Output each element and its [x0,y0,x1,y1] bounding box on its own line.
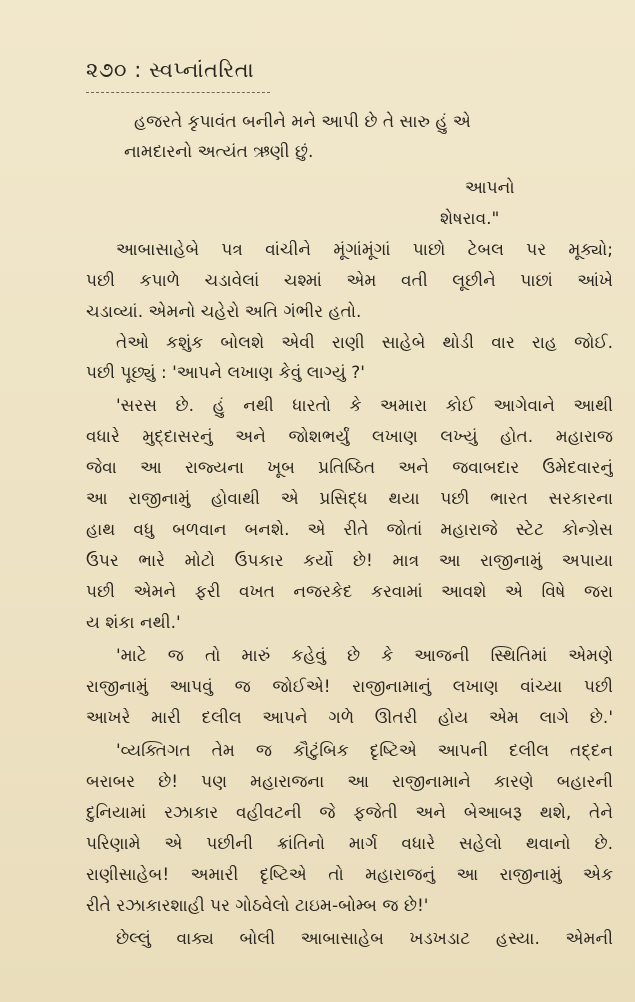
text-line: બરાબર છે! પણ મહારાજના આ રાજીનામાને કારણે બહારની [86,772,613,792]
text-line: ય શંકા નથી.' [86,613,181,633]
text-line: છેલ્લું વાક્ય બોલી આબાસાહેબ ખડખડાટ હસ્યા. એમની [116,929,613,949]
text-line: પછી પૂછ્યું : 'આપને લખાણ કેવું લાગ્યું ?' [86,363,365,383]
text-line: તેઓ કશુંક બોલશે એવી રાણી સાહેબે થોડી વાર રાહ જોઈ. [116,333,613,353]
header-underline [86,92,270,93]
text-line: વધારે મુદ્દાસરનું અને જોશભર્યું લખાણ લખ્યું હોત. મહારાજ [86,427,613,447]
running-header [86,58,254,83]
text-line: હાથ વધુ બળવાન બનશે. એ રીતે જોતાં મહારાજે સ્ટેટ કોન્ગ્રેસ [86,520,613,540]
signature-line: શેષરાવ." [440,209,500,229]
text-line: પછી એમને ફરી વખત નજરકેદ કરવામાં આવશે એ વિષે જરા [86,582,613,602]
text-line: આપનો [465,178,515,198]
text-line: જેવા આ રાજ્યના ખૂબ પ્રતિષ્ઠિત અને જવાબદાર ઉમેદવારનું [86,458,613,478]
page-number: ૨૭૦ [86,58,128,82]
text-line: પરિણામે એ પછીની ક્રાંતિનો માર્ગ વધારે સહેલો થવાનો છે. [86,834,613,854]
text-line: નામદારનો અત્યંત ઋણી છું. [124,142,314,162]
text-line: રાજીનામું આપવું જ જોઈએ! રાજીનામાનું લખાણ વાંચ્યા પછી [86,677,613,697]
text-line: 'વ્યક્તિગત તેમ જ કૌટુંબિક દૃષ્ટિએ આપની દલીલ તદ્દન [116,741,613,761]
text-line: આબાસાહેબે પત્ર વાંચીને મૂંગાંમૂંગાં પાછો ટેબલ પર મૂક્યો; [116,240,613,260]
text-line: ઉપર ભારે મોટો ઉપકાર કર્યો છે! માત્ર આ રાજીનામું અપાયા [86,551,613,571]
text-line: 'માટે જ તો મારું કહેવું છે કે આજની સ્થિતિમાં એમણે [116,646,613,666]
text-line: રાણીસાહેબ! અમારી દૃષ્ટિએ તો મહારાજનું આ રાજીનામું એક [86,865,613,885]
text-line: આખરે મારી દલીલ આપને ગળે ઊતરી હોય એમ લાગે છે.' [86,708,613,728]
text-line: 'સરસ છે. હું નથી ધારતો કે અમારા કોઈ આગેવાને આથી [116,396,613,416]
text-line: રીતે રઝાકારશાહી પર ગોઠવેલો ટાઇમ-બોમ્બ જ છે!' [86,896,429,916]
text-line: આ રાજીનામું હોવાથી એ પ્રસિદ્ધ થયા પછી ભારત સરકારના [86,489,613,509]
text-line: ચડાવ્યાં. એમનો ચહેરો અતિ ગંભીર હતો. [86,302,362,322]
text-line: પછી કપાળે ચડાવેલાં ચશ્માં એમ વતી લૂછીને પાછાં આંખે [86,271,613,291]
text-line: હજરતે કૃપાવંત બનીને મને આપી છે તે સારુ હું એ [134,112,471,132]
chapter-title: સ્વપ્નાંતરિતા [149,58,255,82]
text-line: દુનિયામાં રઝાકાર વહીવટની જે ફજેતી અને બેઆબરૂ થશે, તેને [86,803,613,823]
header-separator: : [134,58,142,82]
